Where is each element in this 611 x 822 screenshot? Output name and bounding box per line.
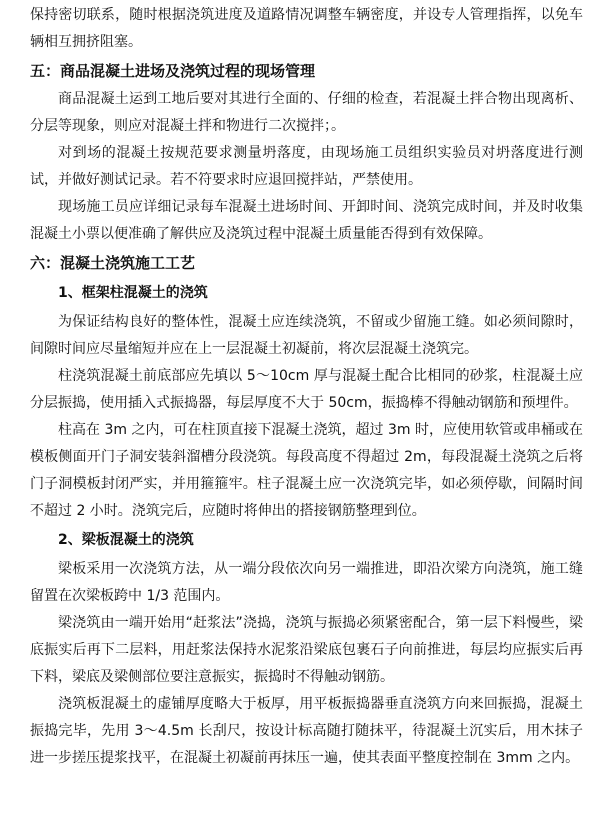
paragraph: 梁浇筑由一端开始用“赶浆法”浇捣，浇筑与振捣必须紧密配合，第一层下料慢些，梁底振实后再下二层料，用赶浆法保持水泥浆沿梁底包裹石子向前推进，每层均应振实后再下料，梁底及梁侧部位要注意振实，振捣时不得触动钢筋。 [30, 615, 583, 685]
document-page [0, 2, 611, 822]
subsection-heading: 1、框架柱混凝土的浇筑 [58, 285, 208, 301]
paragraph: 浇筑板混凝土的虚铺厚度略大于板厚，用平板振捣器垂直浇筑方向来回振捣，混凝土振捣完毕，先用 3～4.5m 长刮尺，按设计标高随打随抹平，待混凝土沉实后，用木抹子进一步搓压提浆找平，在混凝土初凝前再抹压一遍，使其表面平整度控制在 3mm 之内。 [30, 696, 583, 766]
paragraph: 对到场的混凝土按规范要求测量坍落度，由现场施工员组织实验员对坍落度进行测试，并做好测试记录。若不符要求时应退回搅拌站，严禁使用。 [30, 145, 583, 188]
paragraph: 柱浇筑混凝土前底部应先填以 5～10cm 厚与混凝土配合比相同的砂浆，柱混凝土应分层振捣，使用插入式振捣器，每层厚度不大于 50cm，振捣棒不得触动钢筋和预埋件。 [30, 368, 583, 411]
section-heading: 五：商品混凝土进场及浇筑过程的现场管理 [30, 62, 316, 80]
paragraph: 梁板采用一次浇筑方法，从一端分段依次向另一端推进，即沿次梁方向浇筑，施工缝留置在次梁板跨中 1/3 范围内。 [30, 561, 583, 604]
paragraph: 为保证结构良好的整体性，混凝土应连续浇筑，不留或少留施工缝。如必须间隙时，间隙时间应尽量缩短并应在上一层混凝土初凝前，将次层混凝土浇筑完。 [30, 314, 583, 357]
section-heading: 六：混凝土浇筑施工工艺 [30, 254, 196, 272]
subsection-heading: 2、梁板混凝土的浇筑 [58, 532, 194, 548]
paragraph: 柱高在 3m 之内，可在柱顶直接下混凝土浇筑，超过 3m 时，应使用软管或串桶或在模板侧面开门子洞安装斜溜槽分段浇筑。每段高度不得超过 2m，每段混凝土浇筑之后将门子洞模板封闭严实，并用箍箍牢。柱子混凝土应一次浇筑完毕，如必须停歇，间隔时间不超过 2 小时。浇筑完后，应随时将伸出的搭接钢筋整理到位。 [30, 422, 583, 519]
paragraph: 商品混凝土运到工地后要对其进行全面的、仔细的检查，若混凝土拌合物出现离析、分层等现象，则应对混凝土拌和物进行二次搅拌；。 [30, 91, 583, 134]
paragraph: 保持密切联系，随时根据浇筑进度及道路情况调整车辆密度，并设专人管理指挥，以免车辆相互拥挤阻塞。 [30, 7, 583, 50]
paragraph: 现场施工员应详细记录每车混凝土进场时间、开卸时间、浇筑完成时间，并及时收集混凝土小票以便准确了解供应及浇筑过程中混凝土质量能否得到有效保障。 [30, 199, 583, 242]
